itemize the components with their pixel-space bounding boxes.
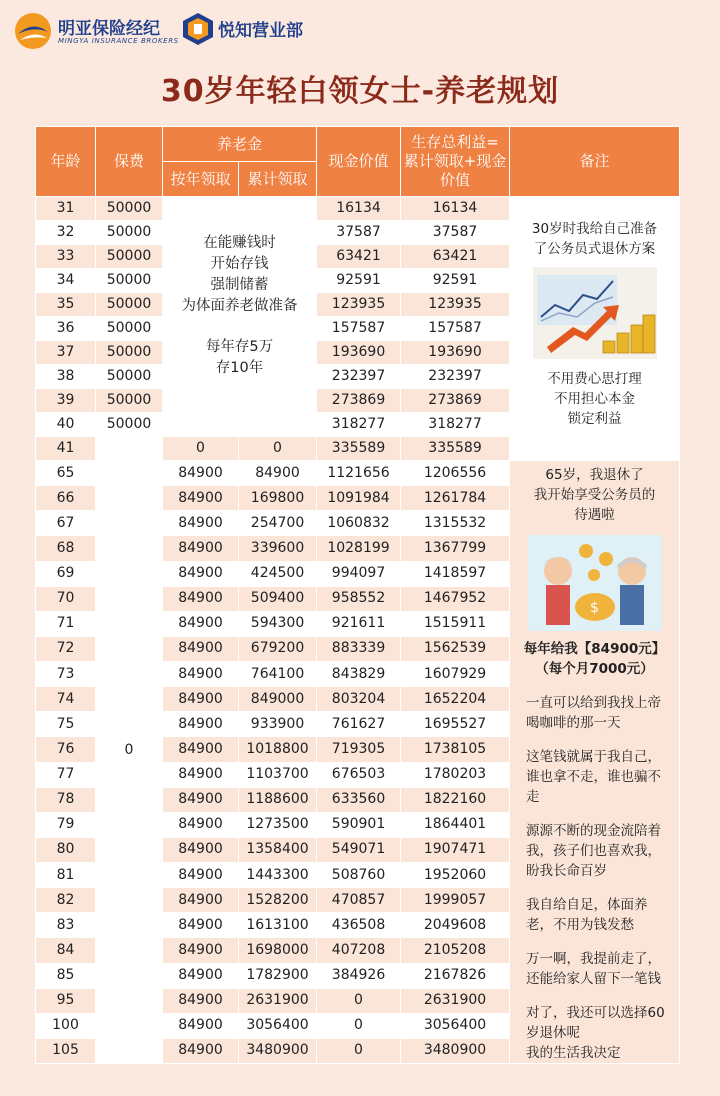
cumulative-cell: 84900 bbox=[239, 461, 317, 486]
cash-value-cell: 719305 bbox=[317, 737, 401, 762]
pension-table bbox=[35, 126, 680, 1064]
total-benefit-cell: 193690 bbox=[401, 341, 510, 365]
age-cell: 95 bbox=[36, 988, 96, 1013]
note2-spacer bbox=[510, 733, 679, 747]
premium-zero-cell: 0 bbox=[96, 437, 163, 1064]
cumulative-cell: 3480900 bbox=[239, 1038, 317, 1063]
total-benefit-cell: 3480900 bbox=[401, 1038, 510, 1063]
cash-value-cell: 193690 bbox=[317, 341, 401, 365]
premium-cell: 50000 bbox=[96, 365, 163, 389]
total-benefit-cell: 1999057 bbox=[401, 888, 510, 913]
age-cell: 84 bbox=[36, 938, 96, 963]
cash-value-cell: 318277 bbox=[317, 413, 401, 437]
total-benefit-cell: 1562539 bbox=[401, 636, 510, 661]
note-block-1 bbox=[510, 197, 680, 461]
mingya-logo-icon bbox=[14, 12, 52, 50]
premium-cell: 50000 bbox=[96, 389, 163, 413]
cumulative-cell: 1358400 bbox=[239, 837, 317, 862]
age-cell: 33 bbox=[36, 245, 96, 269]
total-benefit-cell: 1652204 bbox=[401, 687, 510, 712]
savings-note-line: 存10年 bbox=[215, 360, 264, 376]
retirement-couple-icon bbox=[528, 535, 662, 631]
header-total-line3: 价值 bbox=[440, 171, 471, 189]
annual-cell: 84900 bbox=[163, 812, 239, 837]
note2-bold-monthly: （每个月7000元） bbox=[535, 661, 654, 677]
note2-paragraph: 我自给自足，体面养老，不用为钱发愁 bbox=[526, 897, 648, 933]
cumulative-cell: 1528200 bbox=[239, 888, 317, 913]
age-cell: 75 bbox=[36, 712, 96, 737]
premium-cell: 50000 bbox=[96, 341, 163, 365]
premium-cell: 50000 bbox=[96, 245, 163, 269]
annual-cell: 84900 bbox=[163, 611, 239, 636]
svg-text:$: $ bbox=[589, 600, 599, 616]
annual-cell: 84900 bbox=[163, 561, 239, 586]
age-cell: 100 bbox=[36, 1013, 96, 1038]
cash-value-cell: 92591 bbox=[317, 269, 401, 293]
cumulative-cell: 2631900 bbox=[239, 988, 317, 1013]
note2-spacer bbox=[510, 807, 679, 821]
header-bar bbox=[0, 0, 720, 58]
annual-cell: 84900 bbox=[163, 1013, 239, 1038]
cumulative-cell: 3056400 bbox=[239, 1013, 317, 1038]
savings-note-spacer bbox=[163, 317, 316, 337]
total-benefit-cell: 1780203 bbox=[401, 762, 510, 787]
note2-spacer bbox=[510, 935, 679, 949]
age-cell: 80 bbox=[36, 837, 96, 862]
note-block-2 bbox=[510, 461, 680, 1064]
cash-value-cell: 232397 bbox=[317, 365, 401, 389]
total-benefit-cell: 123935 bbox=[401, 293, 510, 317]
cumulative-cell: 1273500 bbox=[239, 812, 317, 837]
cash-value-cell: 803204 bbox=[317, 687, 401, 712]
cash-value-cell: 994097 bbox=[317, 561, 401, 586]
header-age: 年龄 bbox=[36, 127, 96, 197]
total-benefit-cell: 1467952 bbox=[401, 586, 510, 611]
total-benefit-cell: 1315532 bbox=[401, 511, 510, 536]
age-cell: 68 bbox=[36, 536, 96, 561]
total-benefit-cell: 1367799 bbox=[401, 536, 510, 561]
cumulative-cell: 1103700 bbox=[239, 762, 317, 787]
note2-paragraph: 一直可以给到我找上帝喝咖啡的那一天 bbox=[526, 695, 662, 731]
cash-value-cell: 0 bbox=[317, 1013, 401, 1038]
retirement-couple-illustration bbox=[510, 535, 679, 631]
cash-value-cell: 633560 bbox=[317, 787, 401, 812]
cumulative-cell: 1018800 bbox=[239, 737, 317, 762]
cash-value-cell: 1060832 bbox=[317, 511, 401, 536]
total-benefit-cell: 1261784 bbox=[401, 486, 510, 511]
age-cell: 38 bbox=[36, 365, 96, 389]
age-cell: 66 bbox=[36, 486, 96, 511]
premium-cell: 50000 bbox=[96, 197, 163, 221]
cumulative-cell: 849000 bbox=[239, 687, 317, 712]
age-cell: 105 bbox=[36, 1038, 96, 1063]
note1-line: 锁定利益 bbox=[567, 411, 622, 427]
cumulative-cell: 1782900 bbox=[239, 963, 317, 988]
note2-spacer bbox=[510, 679, 679, 693]
total-benefit-cell: 2167826 bbox=[401, 963, 510, 988]
total-benefit-cell: 335589 bbox=[401, 437, 510, 461]
logo1-name: 明亚保险经纪 bbox=[58, 19, 160, 39]
total-benefit-cell: 92591 bbox=[401, 269, 510, 293]
age-cell: 32 bbox=[36, 221, 96, 245]
note2-paragraph: 我的生活我决定 bbox=[526, 1045, 621, 1061]
header-annual: 按年领取 bbox=[163, 162, 239, 197]
total-benefit-cell: 37587 bbox=[401, 221, 510, 245]
cash-value-cell: 958552 bbox=[317, 586, 401, 611]
annual-cell: 84900 bbox=[163, 1038, 239, 1063]
header-cash-value: 现金价值 bbox=[317, 127, 401, 197]
note1-line: 不用费心思打理 bbox=[547, 371, 642, 387]
annual-cell: 84900 bbox=[163, 662, 239, 687]
annual-cell: 84900 bbox=[163, 636, 239, 661]
age-cell: 77 bbox=[36, 762, 96, 787]
cash-value-cell: 676503 bbox=[317, 762, 401, 787]
cumulative-cell: 1443300 bbox=[239, 863, 317, 888]
logo2-name: 悦知营业部 bbox=[218, 21, 303, 41]
cash-value-cell: 0 bbox=[317, 988, 401, 1013]
total-benefit-cell: 1864401 bbox=[401, 812, 510, 837]
age-cell: 39 bbox=[36, 389, 96, 413]
cash-value-cell: 0 bbox=[317, 1038, 401, 1063]
growth-coins-illustration bbox=[533, 267, 657, 359]
age-cell: 69 bbox=[36, 561, 96, 586]
total-benefit-cell: 1738105 bbox=[401, 737, 510, 762]
total-benefit-cell: 1952060 bbox=[401, 863, 510, 888]
premium-cell: 50000 bbox=[96, 413, 163, 437]
age-cell: 76 bbox=[36, 737, 96, 762]
table-row bbox=[36, 197, 680, 221]
header-total-line1: 生存总利益= bbox=[411, 133, 499, 151]
annual-cell: 84900 bbox=[163, 837, 239, 862]
annual-cell: 84900 bbox=[163, 963, 239, 988]
note2-paragraph: 对了，我还可以选择60岁退休呢 bbox=[526, 1005, 665, 1041]
total-benefit-cell: 3056400 bbox=[401, 1013, 510, 1038]
cumulative-cell: 679200 bbox=[239, 636, 317, 661]
note2-bold-amount: 每年给我【84900元】 bbox=[523, 641, 666, 657]
annual-cell: 84900 bbox=[163, 787, 239, 812]
annual-cell: 84900 bbox=[163, 938, 239, 963]
total-benefit-cell: 1206556 bbox=[401, 461, 510, 486]
note2-paragraph: 源源不断的现金流陪着我，孩子们也喜欢我，盼我长命百岁 bbox=[526, 823, 662, 879]
savings-note-line: 在能赚钱时 bbox=[203, 235, 276, 251]
annual-cell: 84900 bbox=[163, 536, 239, 561]
total-benefit-cell: 2631900 bbox=[401, 988, 510, 1013]
age-cell: 65 bbox=[36, 461, 96, 486]
cumulative-cell: 594300 bbox=[239, 611, 317, 636]
premium-cell: 50000 bbox=[96, 221, 163, 245]
note1-line: 不用担心本金 bbox=[554, 391, 636, 407]
age-cell: 78 bbox=[36, 787, 96, 812]
age-cell: 73 bbox=[36, 662, 96, 687]
cash-value-cell: 470857 bbox=[317, 888, 401, 913]
annual-cell: 84900 bbox=[163, 737, 239, 762]
cumulative-cell: 509400 bbox=[239, 586, 317, 611]
age-cell: 34 bbox=[36, 269, 96, 293]
total-benefit-cell: 157587 bbox=[401, 317, 510, 341]
annual-cell: 84900 bbox=[163, 461, 239, 486]
annual-cell: 84900 bbox=[163, 913, 239, 938]
age-cell: 81 bbox=[36, 863, 96, 888]
age-cell: 82 bbox=[36, 888, 96, 913]
note2-spacer bbox=[510, 989, 679, 1003]
cash-value-cell: 335589 bbox=[317, 437, 401, 461]
note2-spacer bbox=[510, 881, 679, 895]
age-cell: 35 bbox=[36, 293, 96, 317]
savings-note-line: 强制储蓄 bbox=[210, 277, 269, 293]
cash-value-cell: 384926 bbox=[317, 963, 401, 988]
savings-plan-note bbox=[163, 197, 317, 437]
cumulative-cell: 254700 bbox=[239, 511, 317, 536]
cumulative-cell: 1613100 bbox=[239, 913, 317, 938]
premium-cell: 50000 bbox=[96, 293, 163, 317]
age-cell: 41 bbox=[36, 437, 96, 461]
cash-value-cell: 273869 bbox=[317, 389, 401, 413]
age-cell: 70 bbox=[36, 586, 96, 611]
cumulative-cell: 1188600 bbox=[239, 787, 317, 812]
cash-value-cell: 16134 bbox=[317, 197, 401, 221]
logo1-english: MINGYA INSURANCE BROKERS bbox=[58, 37, 179, 45]
age-cell: 85 bbox=[36, 963, 96, 988]
savings-note-line: 每年存5万 bbox=[205, 339, 274, 355]
total-benefit-cell: 63421 bbox=[401, 245, 510, 269]
annual-cell: 84900 bbox=[163, 511, 239, 536]
age-cell: 31 bbox=[36, 197, 96, 221]
cash-value-cell: 407208 bbox=[317, 938, 401, 963]
cumulative-cell: 169800 bbox=[239, 486, 317, 511]
age-cell: 72 bbox=[36, 636, 96, 661]
total-benefit-cell: 273869 bbox=[401, 389, 510, 413]
note1-line: 了公务员式退休方案 bbox=[533, 241, 656, 257]
cash-value-cell: 921611 bbox=[317, 611, 401, 636]
premium-cell: 50000 bbox=[96, 269, 163, 293]
total-benefit-cell: 2049608 bbox=[401, 913, 510, 938]
cumulative-cell: 1698000 bbox=[239, 938, 317, 963]
total-benefit-cell: 2105208 bbox=[401, 938, 510, 963]
annual-cell: 0 bbox=[163, 437, 239, 461]
cash-value-cell: 549071 bbox=[317, 837, 401, 862]
note1-line: 30岁时我给自己准备 bbox=[531, 221, 658, 237]
annual-cell: 84900 bbox=[163, 486, 239, 511]
note2-paragraph: 万一啊，我提前走了，还能给家人留下一笔钱 bbox=[526, 951, 662, 987]
page-title: 30岁年轻白领女士-养老规划 bbox=[160, 74, 560, 109]
total-benefit-cell: 318277 bbox=[401, 413, 510, 437]
cumulative-cell: 0 bbox=[239, 437, 317, 461]
savings-note-line: 开始存钱 bbox=[210, 256, 269, 272]
header-pension: 养老金 bbox=[163, 127, 317, 162]
note2-line: 待遇啦 bbox=[574, 507, 615, 523]
cash-value-cell: 123935 bbox=[317, 293, 401, 317]
cash-value-cell: 63421 bbox=[317, 245, 401, 269]
cash-value-cell: 157587 bbox=[317, 317, 401, 341]
total-benefit-cell: 1515911 bbox=[401, 611, 510, 636]
header-total-line2: 累计领取+现金 bbox=[403, 152, 507, 170]
cumulative-cell: 933900 bbox=[239, 712, 317, 737]
total-benefit-cell: 16134 bbox=[401, 197, 510, 221]
note2-line: 我开始享受公务员的 bbox=[533, 487, 656, 503]
total-benefit-cell: 1418597 bbox=[401, 561, 510, 586]
annual-cell: 84900 bbox=[163, 762, 239, 787]
cash-value-cell: 436508 bbox=[317, 913, 401, 938]
age-cell: 36 bbox=[36, 317, 96, 341]
age-cell: 71 bbox=[36, 611, 96, 636]
cash-value-cell: 1091984 bbox=[317, 486, 401, 511]
premium-cell: 50000 bbox=[96, 317, 163, 341]
annual-cell: 84900 bbox=[163, 712, 239, 737]
age-cell: 74 bbox=[36, 687, 96, 712]
cumulative-cell: 424500 bbox=[239, 561, 317, 586]
cash-value-cell: 1028199 bbox=[317, 536, 401, 561]
cash-value-cell: 883339 bbox=[317, 636, 401, 661]
annual-cell: 84900 bbox=[163, 863, 239, 888]
age-cell: 79 bbox=[36, 812, 96, 837]
cash-value-cell: 843829 bbox=[317, 662, 401, 687]
cumulative-cell: 764100 bbox=[239, 662, 317, 687]
cash-value-cell: 590901 bbox=[317, 812, 401, 837]
total-benefit-cell: 1907471 bbox=[401, 837, 510, 862]
savings-note-line: 为体面养老做准备 bbox=[181, 298, 298, 314]
header-premium: 保费 bbox=[96, 127, 163, 197]
cash-value-cell: 1121656 bbox=[317, 461, 401, 486]
age-cell: 37 bbox=[36, 341, 96, 365]
age-cell: 83 bbox=[36, 913, 96, 938]
age-cell: 67 bbox=[36, 511, 96, 536]
annual-cell: 84900 bbox=[163, 988, 239, 1013]
note2-paragraph: 这笔钱就属于我自己，谁也拿不走，谁也骗不走 bbox=[526, 749, 662, 805]
cash-value-cell: 508760 bbox=[317, 863, 401, 888]
total-benefit-cell: 1695527 bbox=[401, 712, 510, 737]
annual-cell: 84900 bbox=[163, 888, 239, 913]
cumulative-cell: 339600 bbox=[239, 536, 317, 561]
total-benefit-cell: 1822160 bbox=[401, 787, 510, 812]
note2-line: 65岁，我退休了 bbox=[545, 467, 644, 483]
header-total-benefit bbox=[401, 127, 510, 197]
annual-cell: 84900 bbox=[163, 687, 239, 712]
cash-value-cell: 37587 bbox=[317, 221, 401, 245]
cash-value-cell: 761627 bbox=[317, 712, 401, 737]
age-cell: 40 bbox=[36, 413, 96, 437]
header-cumulative: 累计领取 bbox=[239, 162, 317, 197]
header-note: 备注 bbox=[510, 127, 680, 197]
annual-cell: 84900 bbox=[163, 586, 239, 611]
yuezhi-logo-icon bbox=[182, 12, 214, 46]
total-benefit-cell: 1607929 bbox=[401, 662, 510, 687]
total-benefit-cell: 232397 bbox=[401, 365, 510, 389]
